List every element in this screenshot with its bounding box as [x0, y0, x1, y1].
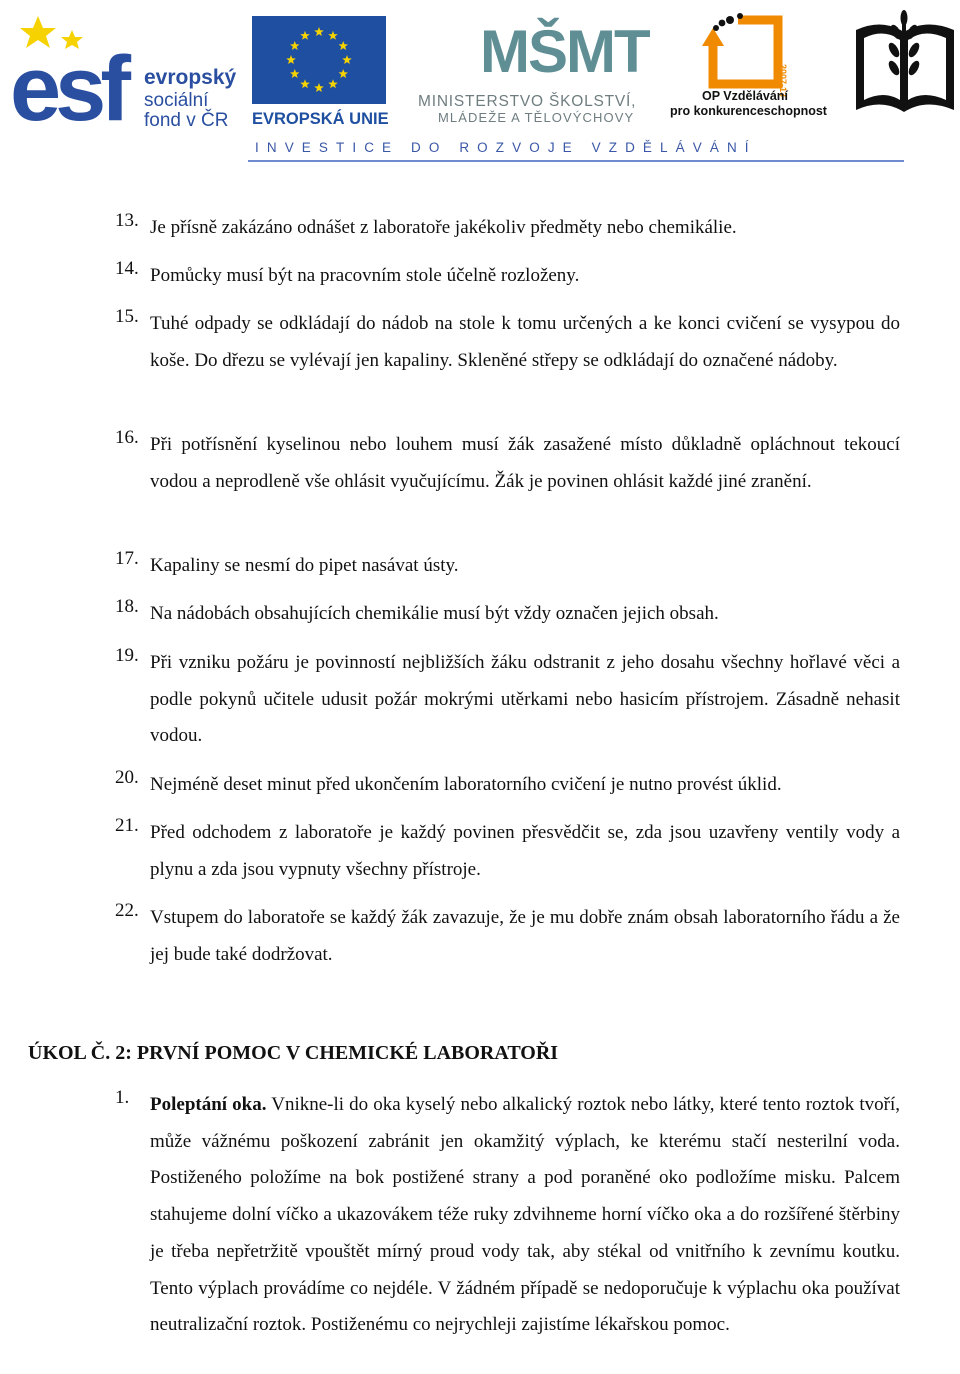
- page-header: [0, 0, 960, 165]
- item-text: Pomůcky musí být na pracovním stole účelně rozloženy.: [150, 265, 580, 286]
- item-text: Je přísně zakázáno odnášet z laboratoře jakékoliv předměty nebo chemikálie.: [150, 217, 737, 238]
- book-with-wheat-icon: [852, 8, 958, 123]
- item-text: Tuhé odpady se odkládají do nádob na stole k tomu určených a ke konci cvičení se vysypou do koše. Do dřezu se vylévají jen kapaliny. Skleněné střepy se odkládají do označené nádoby.: [150, 313, 900, 371]
- msmt-mark-icon: [416, 4, 666, 124]
- svg-text:pro konkurenceschopnost: pro konkurenceschopnost: [670, 104, 827, 118]
- item-text: Vstupem do laboratoře se každý žák zavazuje, že je mu dobře znám obsah laboratorního řádu a že jej bude také dodržovat.: [150, 907, 900, 965]
- op-arrows-icon: [668, 6, 843, 121]
- svg-text:2007-13: 2007-13: [778, 64, 788, 98]
- svg-text:evropský: evropský: [144, 66, 237, 89]
- eu-flag-icon: [252, 8, 392, 126]
- item-number: 1.: [115, 1087, 130, 1108]
- item-body: Vnikne-li do oka kyselý nebo alkalický roztok nebo látky, které tento roztok tvoří, může vážnému poškození zabránit jen okamžitý výplach, ke kterému stačí nesterilní voda. Postiženého položíme na bok postižené strany a pod poraněné oko podložíme misku. Palcem stahujeme dolní víčko a ukazovákem téže ruky zdvihneme horní víčko oka a do rozšířené štěrbiny je třeba nepřetržitě vpouštět mírný proud vody tak, aby stékal od vnitřního k zevnímu koutku. Tento výplach provádíme co nejdéle. V žádném případě se nedoporučuje k výplachu oka používat neutralizační roztok. Postiženému co nejrychleji zajistíme lékařskou pomoc.: [150, 1094, 901, 1336]
- msmt-logo: [416, 4, 666, 124]
- header-tagline: INVESTICE DO ROZVOJE VZDĚLÁVÁNÍ: [255, 140, 757, 155]
- svg-text:MINISTERSTVO ŠKOLSTVÍ,: MINISTERSTVO ŠKOLSTVÍ,: [418, 93, 637, 110]
- item-text: Na nádobách obsahujících chemikálie musí být vždy označen jejich obsah.: [150, 603, 719, 624]
- eu-logo: [252, 8, 392, 126]
- item-number: 13.: [115, 210, 139, 231]
- item-number: 21.: [115, 815, 139, 836]
- svg-text:fond v ČR: fond v ČR: [144, 110, 229, 126]
- item-number: 18.: [115, 596, 139, 617]
- item-number: 15.: [115, 306, 139, 327]
- svg-text:sociální: sociální: [144, 90, 209, 111]
- svg-text:esf: esf: [10, 38, 125, 126]
- item-text: [150, 1087, 900, 1344]
- item-lead: Poleptání oka.: [150, 1094, 267, 1115]
- item-text: Při potřísnění kyselinou nebo louhem musí žák zasažené místo důkladně opláchnout tekoucí vodou a neprodleně vše ohlásit vyučujícímu. Žák je povinen ohlásit každé jiné zranění.: [150, 434, 900, 492]
- svg-text:MLÁDEŽE A TĚLOVÝCHOVY: MLÁDEŽE A TĚLOVÝCHOVY: [438, 110, 635, 124]
- header-divider: [248, 160, 904, 162]
- esf-logo: [10, 8, 250, 126]
- item-text: Kapaliny se nesmí do pipet nasávat ústy.: [150, 555, 459, 576]
- svg-text:MŠMT: MŠMT: [480, 18, 649, 85]
- item-number: 22.: [115, 900, 139, 921]
- section-heading: ÚKOL Č. 2: PRVNÍ POMOC V CHEMICKÉ LABORATOŘI: [28, 1042, 559, 1064]
- item-number: 14.: [115, 258, 139, 279]
- item-number: 17.: [115, 548, 139, 569]
- item-number: 16.: [115, 427, 139, 448]
- item-text: Před odchodem z laboratoře je každý povinen přesvědčit se, zda jsou uzavřeny ventily vody a plynu a zda jsou vypnuty všechny přístroje.: [150, 822, 900, 880]
- item-number: 20.: [115, 767, 139, 788]
- svg-text:OP Vzdělávání: OP Vzdělávání: [702, 89, 788, 103]
- item-number: 19.: [115, 645, 139, 666]
- item-text: Nejméně deset minut před ukončením laboratorního cvičení je nutno provést úklid.: [150, 774, 782, 795]
- item-text: Při vzniku požáru je povinností nejbližších žáku odstranit z jeho dosahu všechny hořlavé věci a podle pokynů učitele udusit požár mokrými utěrkami nebo hasicím přístrojem. Zásadně nehasit vodou.: [150, 652, 900, 747]
- op-logo: [668, 6, 843, 121]
- esf-mark-icon: [10, 8, 250, 126]
- svg-text:EVROPSKÁ UNIE: EVROPSKÁ UNIE: [252, 110, 389, 126]
